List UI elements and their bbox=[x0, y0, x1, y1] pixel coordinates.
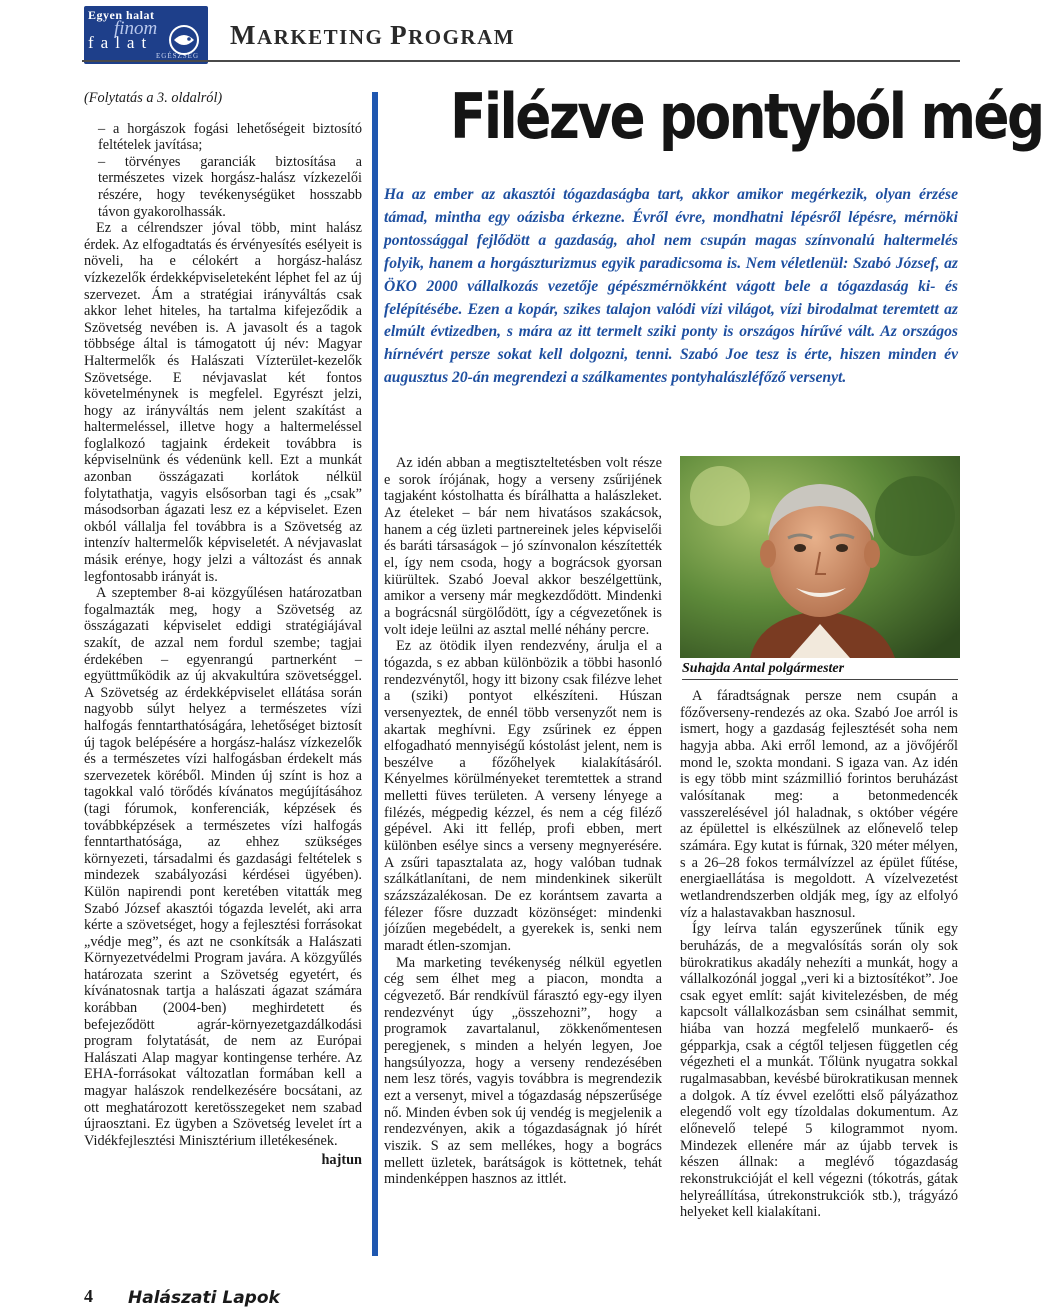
fish-emblem-icon bbox=[164, 22, 204, 58]
author-signature: hajtun bbox=[321, 1152, 362, 1169]
right-paragraph-2: Így leírva talán egyszerűnek tűnik egy beruházás, de a megvalósítás során oly sok bürokratikus akadály nehezíti a munkát, hogy a vállalkozónál joggal „veri ki a biztosítékot”. Joe csak egyet említ: saját kivitelezésben, de még kapcsolt vállalkozásban sem csinálhat semmit, hiába van hozzá megfelelő munkaerő- és gépparkja, csak a cégtől teljesen független cég végezheti el a munkát. Tőlünk nyugatra sokkal rugalmasabban, kevésbé bürokratikusan mennek a dolgok. A tíz évvel ezelőtti első pályázathoz elegendő volt egy tízoldalas dokumentum. Az előnevelő telepé 5 kilogrammot nyom. Mindezek ellenére már az újabb tervek is készen állnak: a meglévő tógazdaság rekonstrukcióját el kell végezni (tókotrás, gátak helyreállítása, útrekonstrukciók stb.), trágyázó helyeket kell kialakítani. bbox=[680, 921, 958, 1221]
section-title: MARKETING PROGRAM bbox=[230, 20, 516, 50]
logo-line-4: EGÉSZSÉG bbox=[156, 52, 199, 60]
left-paragraph-2: – törvényes garanciák biztosítása a természetes vizek horgász-halász vízkezelői részére, hogy tevékenységüket hosszabb távon gyakorolhassák. bbox=[98, 153, 362, 220]
right-paragraph-1: A fáradtságnak persze nem csupán a főzőverseny-rendezés az oka. Szabó Joe arról is ismert, hogy a gazdaság fejlesztését soha nem hagyja abba. Aki erről lemond, az a jövőjéről mond le, szokta mondani. S igaza van. Az idén is egy több mint százmillió forintos beruházást valósítanak meg: a betonmedencék vasszerelésével jól haladnak, s október végére az épülettel is elkészülnek az előnevelő telep számára. Egy kutat is fúrnak, 320 méter mélyen, s a 26–28 fokos termálvízzel az épület fűtése, energiaellátása is megoldott. A vízelvezetést wetlandrendszerben oldják meg, így az elfolyó víz a halastavakban hasznosul. bbox=[680, 688, 958, 921]
logo-line-3: falat bbox=[88, 33, 154, 52]
logo-line-1: Egyen halat bbox=[88, 8, 155, 22]
continued-note: (Folytatás a 3. oldalról) bbox=[84, 90, 223, 106]
publication-name: Halászati Lapok bbox=[128, 1288, 280, 1308]
middle-paragraph-2: Ez az ötödik ilyen rendezvény, árulja el a tógazda, s ez abban különbözik a többi hasonló rendezvénytől, hogy itt bizony csak filézve lehet a (sziki) pontyot elkészíteni. Húszan versenyeztek, de ennél több versenyzőt nem is akartak meghívni. Egy zsűrinek ez éppen elfogadható mennyiségű kóstolást jelent, nem is beszélve a főzőhelyek kialakításáról. Kényelmes körülményeket teremtettek a strand melletti füves területen. A verseny lényege a filézés, mégpedig kézzel, és nem a cég filéző gépével. Aki itt fellép, profi ebben, mert különben esélye sincs a verseny megnyerésére. A zsűri tapasztalata az, hogy valóban tudnak szálkátlanítani, de nem mindenkinek sikerült százszázalékosan. De ez korántsem zavarta a félezer fősre duzzadt közönséget: mindenki jóízűen megebédelt, a gyerekek is, senki nem maradt étlen-szomjan. bbox=[384, 638, 662, 955]
column-divider bbox=[372, 92, 378, 1256]
portrait-illustration bbox=[680, 456, 960, 658]
right-column bbox=[680, 688, 958, 1221]
middle-paragraph-1: Az idén abban a megtiszteltetésben volt része e sorok írójának, hogy a verseny zsűrijének tagjaként kóstolhatta és bírálhatta a halászleket. Az ételeket – bár nem hivatásos szakácsok, hanem a cég üzleti partnereinek jeles képviselői és baráti társaságok – jó színvonalon készítették el, így nem csoda, hogy a bográcsok gyorsan kiürültek. Szabó Joeval akkor beszélgettünk, amikor a verseny már megkezdődött. Mindenki a bográcsnál sürgölődött, így a cégvezetőnek is volt ideje leülni az asztal mellé néhány percre. bbox=[384, 455, 662, 638]
article-lead: Ha az ember az akasztói tógazdaságba tart, akkor amikor megérkezik, olyan érzése támad, mintha egy oázisba érkezne. Évről évre, mondhatni lépésről lépésre, mérnöki pontossággal fejlődött a gazdaság, ahol nem csupán magas színvonalú haltermelés folyik, hanem a horgászturizmus egyik paradicsoma is. Nem véletlenül: Szabó József, az ÖKO 2000 vállalkozás vezetője gépészmérnökként vágott bele a tógazdaság ki- és felépítésébe. Ezen a kopár, szikes talajon valódi vízi világot, vízi birodalmat teremtett az elmúlt évtizedben, s mára az itt termelt sziki ponty is országos hírűvé vált. Az országos hírnévért persze sokat kell dolgozni, tenni. Szabó Joe tesz is érte, hiszen minden év augusztus 20-án megrendezi a szálkamentes pontyhalászléfőző versenyt. bbox=[384, 186, 958, 387]
header-rule bbox=[82, 60, 960, 62]
logo-line-2: finom bbox=[114, 18, 158, 39]
left-paragraph-4: A szeptember 8-ai közgyűlésen határozatban fogalmazták meg, hogy a Szövetség az összágazati képviselet eddigi stratégiájával szakít, de azzal nem fordul szembe; tagjai érdekében – egyenrangú partnerként – együttműködik az új akvakultúra szövetséggel. A Szövetség az érdekképviselet ellátása során nagyobb súlyt helyez a természetes vízi halfogás fenntarthatóságára, lehetőséget biztosít új tagok belépésére a horgász-halász vízkezelők és a természetes vízi halfogásban érdekelt más szervezetek köréből. Minden új színt is hoz a tagokkal való törődés kívánatos megújításához (tagi fórumok, konferenciák, képzések és továbbképzések a természetes vízi halfogás fenntarthatósága, az ehhez szükséges környezeti, társadalmi és gazdasági feltételek s mindezek szabályozási kérdései ügyében). Külön napirendi pont keretében vitatták meg Szabó József akasztói tógazda levelét, aki arra kérte a szövetséget, hogy a fejlesztési forrásokat „védje meg”, és azt ne csonkítsák a Halászati Környezetvédelmi Program javára. A közgyűlés határozata szerint a Szövetség egyetért, és kívánatosnak tartja a halászati ágazat számára korábban (2004-ben) meghirdetett és befejeződött agrár-környezetgazdálkodási program folytatását, de nem az Európai Halászati Alap magyar kontingense terhére. Az EHA-forrásokat változatlan formában kell a magyar halászok rendelkezésére bocsátani, az ott meghatározott keretösszegeket nem szabad újraosztani. Ez ügyben a Szövetség levelet írt a Vidékfejlesztési Minisztérium illetékesének. bbox=[84, 585, 362, 1149]
middle-paragraph-3: Ma marketing tevékenység nélkül egyetlen cég sem élhet meg a piacon, mondta a cégvezető. Bár rendkívül fárasztó egy-egy ilyen rendezvényt úgy „összehozni”, hogy a programok zavartalanul, zökkenőmentesen peregjenek, s minden a helyén legyen, Joe hangsúlyozza, hogy a verseny rendezésében nem lesz törés, vagyis továbbra is megrendezik ezt a versenyt, mivel a tógazdaság népszerűsége nő. Minden évben sok új vendég is megjelenik a rendezvényen, akik a tógazdaságnak jó hírét viszik. S az sem mellékes, hogy a bogrács mellett üzletek, barátságok is köttetnek, tehát mindenképpen hasznos az ittlét. bbox=[384, 954, 662, 1188]
page-number: 4 bbox=[84, 1286, 93, 1306]
left-column bbox=[84, 90, 362, 1169]
photo-caption: Suhajda Antal polgármester bbox=[682, 661, 958, 680]
magazine-logo bbox=[84, 6, 208, 64]
portrait-photo bbox=[680, 456, 960, 658]
left-paragraph-3: Ez a célrendszer jóval több, mint halász érdek. Az elfogadtatás és érvényesítés esélyeit is növeli, ha e célokért a horgász-halász vízkezelők érdekképviseleteként léphet fel az új szervezet. Ám a stratégiai irányváltás csak akkor lehet hiteles, ha tartalma kifejeződik a Szövetség nevében is. A javasolt és a tagok többsége által is támogatott új név: Magyar Haltermelők és Halászati Vízterület-kezelők Szövetsége. E névjavaslat két fontos követelménynek is megfelel. Egyrészt jelzi, hogy az irányváltás nem jelent szakítást a haltermeléssel, illetve hogy a haltermeléssel foglalkozó tagjaink érdekeit továbbra is képviselnünk és védenünk kell. Ezt a munkát azonban összágazati korlátok nélkül folytathatja, vagyis elsősorban tagi és „csak” másodsorban ágazati lesz ez a képviselet. Ezen okból vállalja fel továbbra is a Szövetség az intenzív haltermelők képviseletét. A névjavaslat másik erénye, hogy jelzi a változást és annak legfontosabb irányát is. bbox=[84, 220, 362, 585]
middle-column bbox=[384, 455, 662, 1188]
left-paragraph-1: – a horgászok fogási lehetőségeit biztosító feltételek javítása; bbox=[98, 120, 362, 154]
article-headline: Filézve pontyból még bbox=[450, 80, 1043, 153]
